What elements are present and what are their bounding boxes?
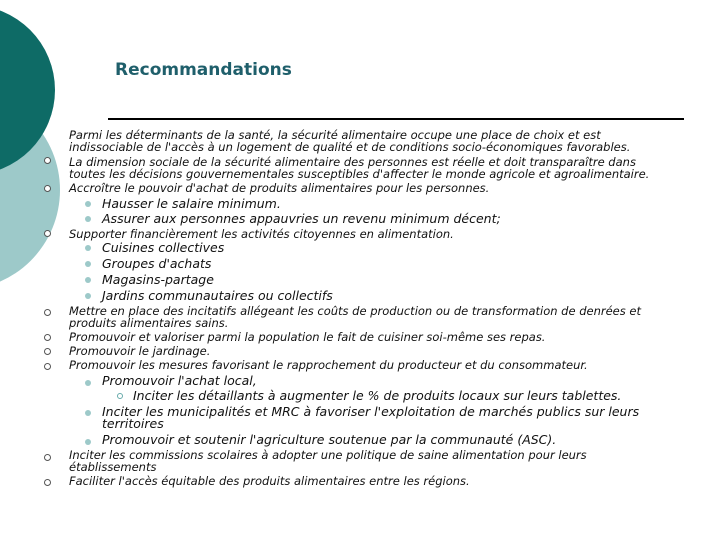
bullet-icon bbox=[44, 479, 51, 486]
sub-item: Jardins communautaires ou collectifs bbox=[102, 288, 333, 303]
sub-bullet-icon bbox=[85, 216, 91, 222]
bullet-icon bbox=[44, 363, 51, 370]
list-item: Faciliter l'accès équitable des produits alimentaires entre les régions. bbox=[69, 474, 470, 488]
list-item: Supporter financièrement les activités citoyennes en alimentation. bbox=[69, 227, 454, 241]
bullet-icon bbox=[44, 454, 51, 461]
sub-item: Magasins-partage bbox=[102, 272, 214, 287]
sub-bullet-icon bbox=[85, 277, 91, 283]
page-title: Recommandations bbox=[115, 60, 292, 80]
sub-bullet-icon bbox=[85, 410, 91, 416]
sub-item: Cuisines collectives bbox=[102, 240, 225, 255]
sub-bullet-icon bbox=[85, 245, 91, 251]
sub-item: Inciter les municipalités et MRC à favoriser l'exploitation de marchés publics sur leurs bbox=[102, 404, 640, 419]
bullet-icon bbox=[44, 185, 51, 192]
sub-bullet-icon bbox=[85, 380, 91, 386]
list-item: Accroître le pouvoir d'achat de produits alimentaires pour les personnes. bbox=[69, 181, 490, 195]
bullet-icon bbox=[44, 309, 51, 316]
sub-sub-item: Inciter les détaillants à augmenter le % de produits locaux sur leurs tablettes. bbox=[133, 388, 622, 403]
sub-item: Promouvoir et soutenir l'agriculture soutenue par la communauté (ASC). bbox=[102, 432, 557, 447]
sub-item: Hausser le salaire minimum. bbox=[102, 196, 281, 211]
list-item: Parmi les déterminants de la santé, la sécurité alimentaire occupe une place de choix et est indissociable de l'accès à un logement de qualité et de conditions socio-économiques favorables. bbox=[69, 128, 631, 154]
sub-bullet-icon bbox=[85, 261, 91, 267]
sub-bullet-icon bbox=[85, 293, 91, 299]
sub-bullet-icon bbox=[85, 439, 91, 445]
sub-sub-bullet-icon bbox=[117, 393, 123, 399]
sub-item: Promouvoir l'achat local, bbox=[102, 373, 257, 388]
sub-item-continuation: territoires bbox=[102, 416, 164, 431]
list-item: Promouvoir et valoriser parmi la population le fait de cuisiner soi-même ses repas. bbox=[69, 330, 546, 344]
sub-item: Assurer aux personnes appauvries un revenu minimum décent; bbox=[102, 211, 501, 226]
sub-bullet-icon bbox=[85, 201, 91, 207]
list-item: La dimension sociale de la sécurité alimentaire des personnes est réelle et doit transparaître dans toutes les décisions gouvernementales susceptibles d'affecter le monde agricole et agroalimentaire. bbox=[69, 155, 650, 181]
bullet-icon bbox=[44, 157, 51, 164]
bullet-icon bbox=[44, 348, 51, 355]
bullet-icon bbox=[44, 334, 51, 341]
bullet-icon bbox=[44, 230, 51, 237]
list-item: Mettre en place des incitatifs allégeant les coûts de production ou de transformation de denrées et produits alimentaires sains. bbox=[69, 304, 641, 330]
list-item: Inciter les commissions scolaires à adopter une politique de saine alimentation pour leurs établissements bbox=[69, 448, 587, 474]
sub-item: Groupes d'achats bbox=[102, 256, 212, 271]
list-item: Promouvoir les mesures favorisant le rapprochement du producteur et du consommateur. bbox=[69, 358, 588, 372]
list-item: Promouvoir le jardinage. bbox=[69, 344, 211, 358]
